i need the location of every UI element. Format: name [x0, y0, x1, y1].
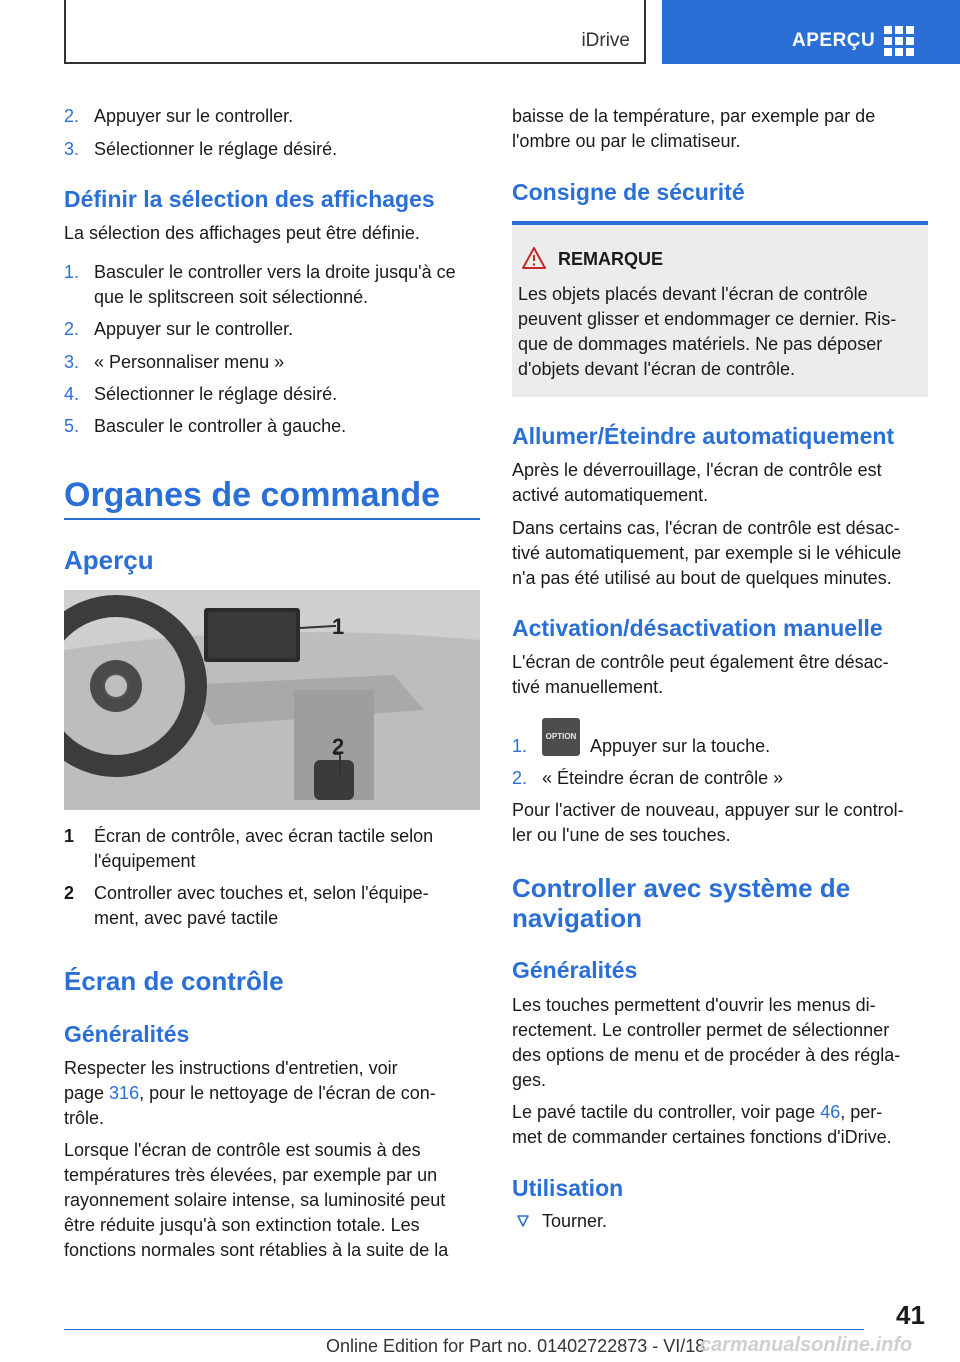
paragraph-line: L'écran de contrôle peut également être désac- [512, 652, 889, 672]
paragraph-line: baisse de la température, par exemple par de [512, 106, 876, 126]
footer-edition: Online Edition for Part no. 01402722873 - VI/18 [326, 1336, 706, 1356]
warning-text: peuvent glisser et endommager ce dernier. Ris- [518, 309, 897, 329]
warning-text: Les objets placés devant l'écran de contrôle [518, 284, 868, 304]
legend-text: ment, avec pavé tactile [94, 908, 279, 928]
step-number: 1. [64, 262, 80, 282]
warning-triangle-icon [522, 247, 546, 269]
legend-number: 1 [64, 826, 75, 846]
legend-text: l'équipement [94, 851, 196, 871]
paragraph-line: page 316, pour le nettoyage de l'écran de con- [64, 1083, 436, 1103]
step-number: 2. [64, 319, 80, 339]
heading-generalites: Généralités [64, 1021, 190, 1047]
step-number: 3. [64, 139, 80, 159]
paragraph-line: températures très élevées, par exemple par un [64, 1165, 438, 1185]
warning-title: REMARQUE [558, 249, 664, 269]
paragraph-line: Dans certains cas, l'écran de contrôle est désac- [512, 518, 900, 538]
heading-manuelle: Activation/désactivation manuelle [512, 615, 883, 641]
chapter-rule [64, 518, 480, 520]
step-text: Basculer le controller vers la droite jusqu'à ce [94, 262, 456, 282]
paragraph-line: rectement. Le controller permet de sélectionner [512, 1020, 890, 1040]
paragraph-line: tivé manuellement. [512, 677, 664, 697]
triangle-bullet-icon [516, 1214, 530, 1228]
heading-apercu: Aperçu [64, 545, 154, 575]
footer-rule [64, 1329, 864, 1330]
step-text: « Personnaliser menu » [94, 352, 285, 372]
page-link-46[interactable]: 46 [820, 1102, 841, 1122]
bullet-text: Tourner. [542, 1211, 608, 1231]
paragraph-line: Le pavé tactile du controller, voir page 46, per- [512, 1102, 883, 1122]
dashboard-illustration [64, 590, 480, 810]
step-text: Sélectionner le réglage désiré. [94, 139, 338, 159]
heading-controller: navigation [512, 903, 643, 933]
legend-text: Controller avec touches et, selon l'équipe- [94, 883, 429, 903]
option-button-icon: OPTION [542, 718, 580, 756]
paragraph-line: Après le déverrouillage, l'écran de contrôle est [512, 460, 882, 480]
paragraph-line: met de commander certaines fonctions d'iDrive. [512, 1127, 892, 1147]
heading-affichages: Définir la sélection des affichages [64, 186, 435, 212]
paragraph: La sélection des affichages peut être définie. [64, 223, 420, 243]
paragraph-line: être réduite jusqu'à son extinction totale. Les [64, 1215, 420, 1235]
heading-controller: Controller avec système de [512, 873, 851, 903]
step-text: Appuyer sur le controller. [94, 319, 294, 339]
photo-label-1: 1 [332, 614, 345, 639]
paragraph-line: l'ombre ou par le climatiseur. [512, 131, 741, 151]
grid-icon [884, 26, 916, 56]
step-number: 3. [64, 352, 80, 372]
legend-text: Écran de contrôle, avec écran tactile selon [94, 826, 434, 846]
step-text: Sélectionner le réglage désiré. [94, 384, 338, 404]
warning-text: d'objets devant l'écran de contrôle. [518, 359, 796, 379]
paragraph-line: des options de menu et de procéder à des régla- [512, 1045, 901, 1065]
header-tab-apercu[interactable] [662, 0, 960, 64]
step-number: 2. [512, 768, 528, 788]
warning-box [512, 221, 928, 397]
step-number: 1. [512, 736, 528, 756]
paragraph-line: Respecter les instructions d'entretien, voir [64, 1058, 398, 1078]
heading-generalites: Généralités [512, 957, 638, 983]
heading-utilisation: Utilisation [512, 1175, 624, 1201]
paragraph-line: ges. [512, 1070, 547, 1090]
warning-text: que de dommages matériels. Ne pas déposer [518, 334, 883, 354]
dashboard-photo [64, 590, 480, 810]
header-section-title: iDrive [581, 30, 630, 51]
step-text: « Éteindre écran de contrôle » [542, 768, 784, 788]
paragraph-line: n'a pas été utilisé au bout de quelques minutes. [512, 568, 892, 588]
paragraph-line: trôle. [64, 1108, 105, 1128]
paragraph-line: Pour l'activer de nouveau, appuyer sur le control- [512, 800, 904, 820]
step-text: Appuyer sur la touche. [590, 736, 771, 756]
page-link-316[interactable]: 316 [109, 1083, 140, 1103]
page-number: 41 [896, 1300, 925, 1330]
paragraph-line: fonctions normales sont rétablies à la suite de la [64, 1240, 449, 1260]
heading-securite: Consigne de sécurité [512, 179, 745, 205]
paragraph-line: Lorsque l'écran de contrôle est soumis à des [64, 1140, 421, 1160]
header-section-box [64, 0, 646, 64]
step-text: Appuyer sur le controller. [94, 106, 294, 126]
header-tab-label: APERÇU [792, 30, 876, 51]
chapter-title: Organes de commande [64, 476, 441, 514]
legend-number: 2 [64, 883, 75, 903]
watermark: carmanualsonline.info [700, 1334, 913, 1356]
step-text: que le splitscreen soit sélectionné. [94, 287, 369, 307]
photo-label-2: 2 [332, 734, 345, 759]
paragraph-line: ler ou l'une de ses touches. [512, 825, 731, 845]
step-number: 4. [64, 384, 80, 404]
heading-allumer: Allumer/Éteindre automatiquement [512, 423, 895, 449]
paragraph-line: Les touches permettent d'ouvrir les menus di- [512, 995, 876, 1015]
step-number: 5. [64, 416, 80, 436]
paragraph-line: rayonnement solaire intense, sa luminosité peut [64, 1190, 446, 1210]
heading-ecran: Écran de contrôle [64, 966, 284, 996]
step-text: Basculer le controller à gauche. [94, 416, 347, 436]
paragraph-line: activé automatiquement. [512, 485, 709, 505]
step-number: 2. [64, 106, 80, 126]
paragraph-line: tivé automatiquement, par exemple si le véhicule [512, 543, 902, 563]
